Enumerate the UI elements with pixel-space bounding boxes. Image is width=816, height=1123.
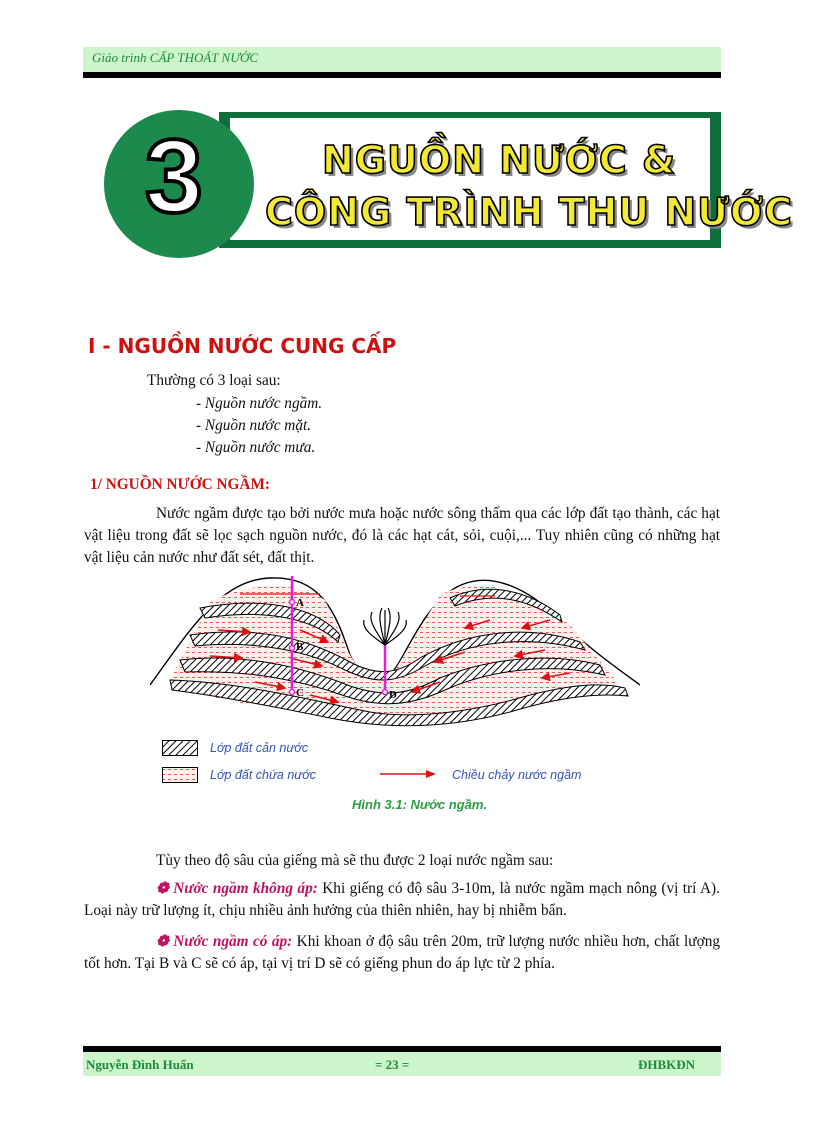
list-item: - Nguồn nước mưa. [196,439,316,456]
legend-aquifer-label: Lớp đất chứa nước [210,768,317,782]
point-label-d: D [389,689,397,701]
legend-flow-label: Chiều chảy nước ngầm [452,768,582,782]
groundwater-diagram [150,570,640,730]
section-intro: Thường có 3 loại sau: [147,372,281,389]
type2-text: Khi khoan ở độ sâu trên 20m, trữ lượng nước nhiều hơn, chất lượng tốt hơn. Tại B và C sẽ có áp, tại vị trí D sẽ có giếng phun do áp lực từ 2 phía. [84,933,720,972]
footer-page-number: = 23 = [375,1057,410,1072]
list-item: - Nguồn nước ngầm. [196,395,323,412]
legend-swatch-aquifer [162,767,198,783]
groundwater-paragraph: Nước ngầm được tạo bởi nước mưa hoặc nước sông thấm qua các lớp đất tạo thành, các hạt vật liệu trong đất sẽ lọc sạch nguồn nước, đó là các hạt cát, sỏi, cuội,... Tuy nhiên cũng có những hạt vật liệu cản nước như đất sét, đất thịt. [84,505,720,566]
point-label-b: B [296,641,304,653]
groundwater-types-intro: Tùy theo độ sâu của giếng mà sẽ thu được 2 loại nước ngầm sau: [156,852,554,869]
point-label-c: C [296,687,304,699]
list-item: - Nguồn nước mặt. [196,417,312,434]
header-rule [83,72,721,78]
figure-caption: Hình 3.1: Nước ngầm. [352,797,488,812]
section-heading: I - NGUỒN NƯỚC CUNG CẤP [88,334,397,358]
type2-paragraph [84,931,720,975]
chapter-number: 3 [145,119,203,235]
subsection-heading: 1/ NGUỒN NƯỚC NGẦM: [90,476,270,493]
flower-bullet-icon: ❁ [156,933,174,950]
type1-text: Khi giếng có độ sâu 3-10m, là nước ngầm mạch nông (vị trí A). Loại này trữ lượng ít, chịu nhiều ảnh hưởng của thiên nhiên, hay bị nhiễm bẩn. [84,880,720,919]
footer-organization: ĐHBKĐN [638,1057,696,1072]
legend-impermeable-label: Lớp đất cản nước [210,741,309,755]
type1-paragraph [84,878,720,922]
flower-bullet-icon: ❁ [156,880,174,897]
legend-flow-arrow-icon [380,768,438,780]
type1-label: Nước ngầm không áp: [173,880,318,897]
footer-author: Nguyễn Đình Huấn [86,1057,194,1072]
legend-swatch-impermeable [162,740,198,756]
header-title: Giáo trình CẤP THOÁT NƯỚC [92,50,259,65]
point-label-a: A [296,597,304,609]
chapter-title-line1: NGUỒN NƯỚC & [322,138,677,182]
chapter-title-line2: CÔNG TRÌNH THU NƯỚC [265,190,794,234]
type2-label: Nước ngầm có áp: [173,933,293,950]
